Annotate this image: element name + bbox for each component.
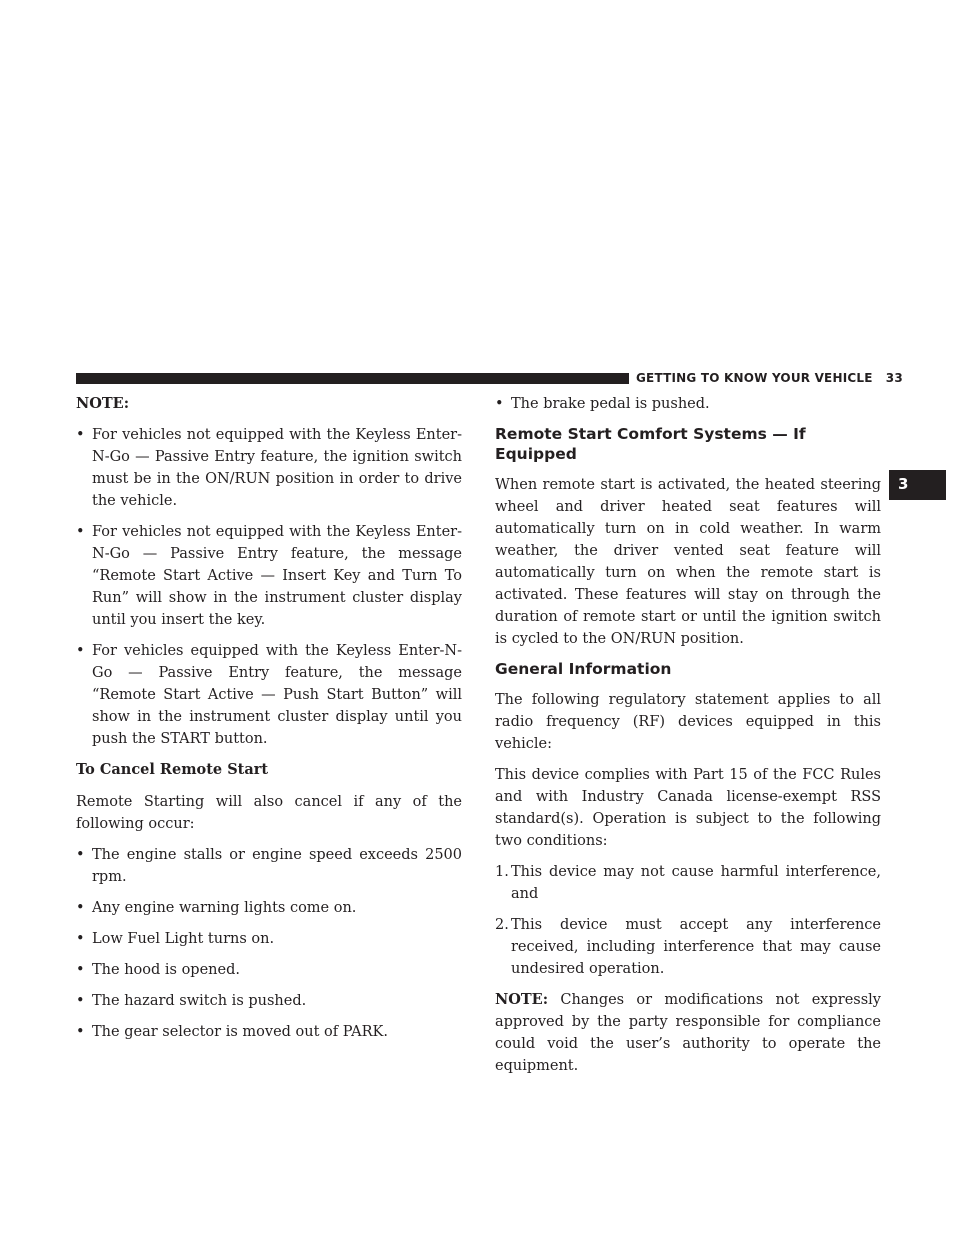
conditions-list	[495, 861, 881, 980]
list-item: • Low Fuel Light turns on.	[76, 928, 462, 950]
bullet-icon: •	[76, 643, 85, 659]
cancel-intro: Remote Starting will also cancel if any of the following occur:	[76, 794, 462, 832]
section-title: GETTING TO KNOW YOUR VEHICLE	[636, 371, 873, 385]
fcc-compliance-text: This device complies with Part 15 of the FCC Rules and with Industry Canada license-exempt RSS standard(s). Operation is subject to the following two conditions:	[495, 767, 881, 849]
bullet-icon: •	[495, 396, 504, 412]
note-bullet-list	[76, 424, 462, 750]
list-item: • Any engine warning lights come on.	[76, 897, 462, 919]
list-item: • For vehicles not equipped with the Keyless Enter-N-Go — Passive Entry feature, the ignition switch must be in the ON/RUN position in order to drive the vehicle.	[76, 424, 462, 512]
list-item: • The hazard switch is pushed.	[76, 990, 462, 1012]
bullet-icon: •	[76, 427, 85, 443]
bullet-icon: •	[76, 993, 85, 1009]
list-item: • The gear selector is moved out of PARK.	[76, 1021, 462, 1043]
chapter-number: 3	[898, 475, 909, 493]
left-column	[76, 393, 462, 1052]
note-label: NOTE:	[495, 991, 549, 1008]
list-item: 1. This device may not cause harmful interference, and	[495, 864, 881, 902]
page-number: 33	[885, 371, 903, 385]
comfort-systems-heading: Remote Start Comfort Systems — If Equipped	[495, 425, 806, 463]
regulatory-statement: The following regulatory statement applies to all radio frequency (RF) devices equipped in this vehicle:	[495, 692, 881, 752]
chapter-tab	[889, 470, 946, 500]
bullet-icon: •	[76, 847, 85, 863]
running-header	[636, 370, 903, 386]
list-item: • The brake pedal is pushed.	[495, 393, 881, 415]
bullet-icon: •	[76, 962, 85, 978]
right-column	[495, 393, 881, 1086]
list-item: • The hood is opened.	[76, 959, 462, 981]
cancel-heading: To Cancel Remote Start	[76, 761, 269, 778]
bullet-icon: •	[76, 931, 85, 947]
list-item: • For vehicles equipped with the Keyless Enter-N-Go — Passive Entry feature, the message “Remote Start Active — Push Start Button” will show in the instrument cluster display until you push the START button.	[76, 640, 462, 750]
cancel-bullet-list	[76, 844, 462, 1043]
list-item: • The engine stalls or engine speed exceeds 2500 rpm.	[76, 844, 462, 888]
modification-note: NOTE: Changes or modifications not expressly approved by the party responsible for compliance could void the user’s authority to operate the equipment.	[495, 991, 881, 1074]
note-label: NOTE:	[76, 395, 130, 412]
comfort-systems-text: When remote start is activated, the heated steering wheel and driver heated seat features will automatically turn on in cold weather. In warm weather, the driver vented seat feature will automatically turn on when the remote start is activated. These features will stay on through the duration of remote start or until the ignition switch is cycled to the ON/RUN position.	[495, 477, 881, 647]
bullet-icon: •	[76, 900, 85, 916]
continued-bullet-list	[495, 393, 881, 415]
bullet-icon: •	[76, 1024, 85, 1040]
general-information-heading: General Information	[495, 660, 672, 678]
header-rule	[76, 373, 629, 384]
bullet-icon: •	[76, 524, 85, 540]
list-item: 2. This device must accept any interference received, including interference that may cause undesired operation.	[495, 917, 881, 977]
list-item: • For vehicles not equipped with the Keyless Enter-N-Go — Passive Entry feature, the message “Remote Start Active — Insert Key and Turn To Run” will show in the instrument cluster display until you insert the key.	[76, 521, 462, 631]
